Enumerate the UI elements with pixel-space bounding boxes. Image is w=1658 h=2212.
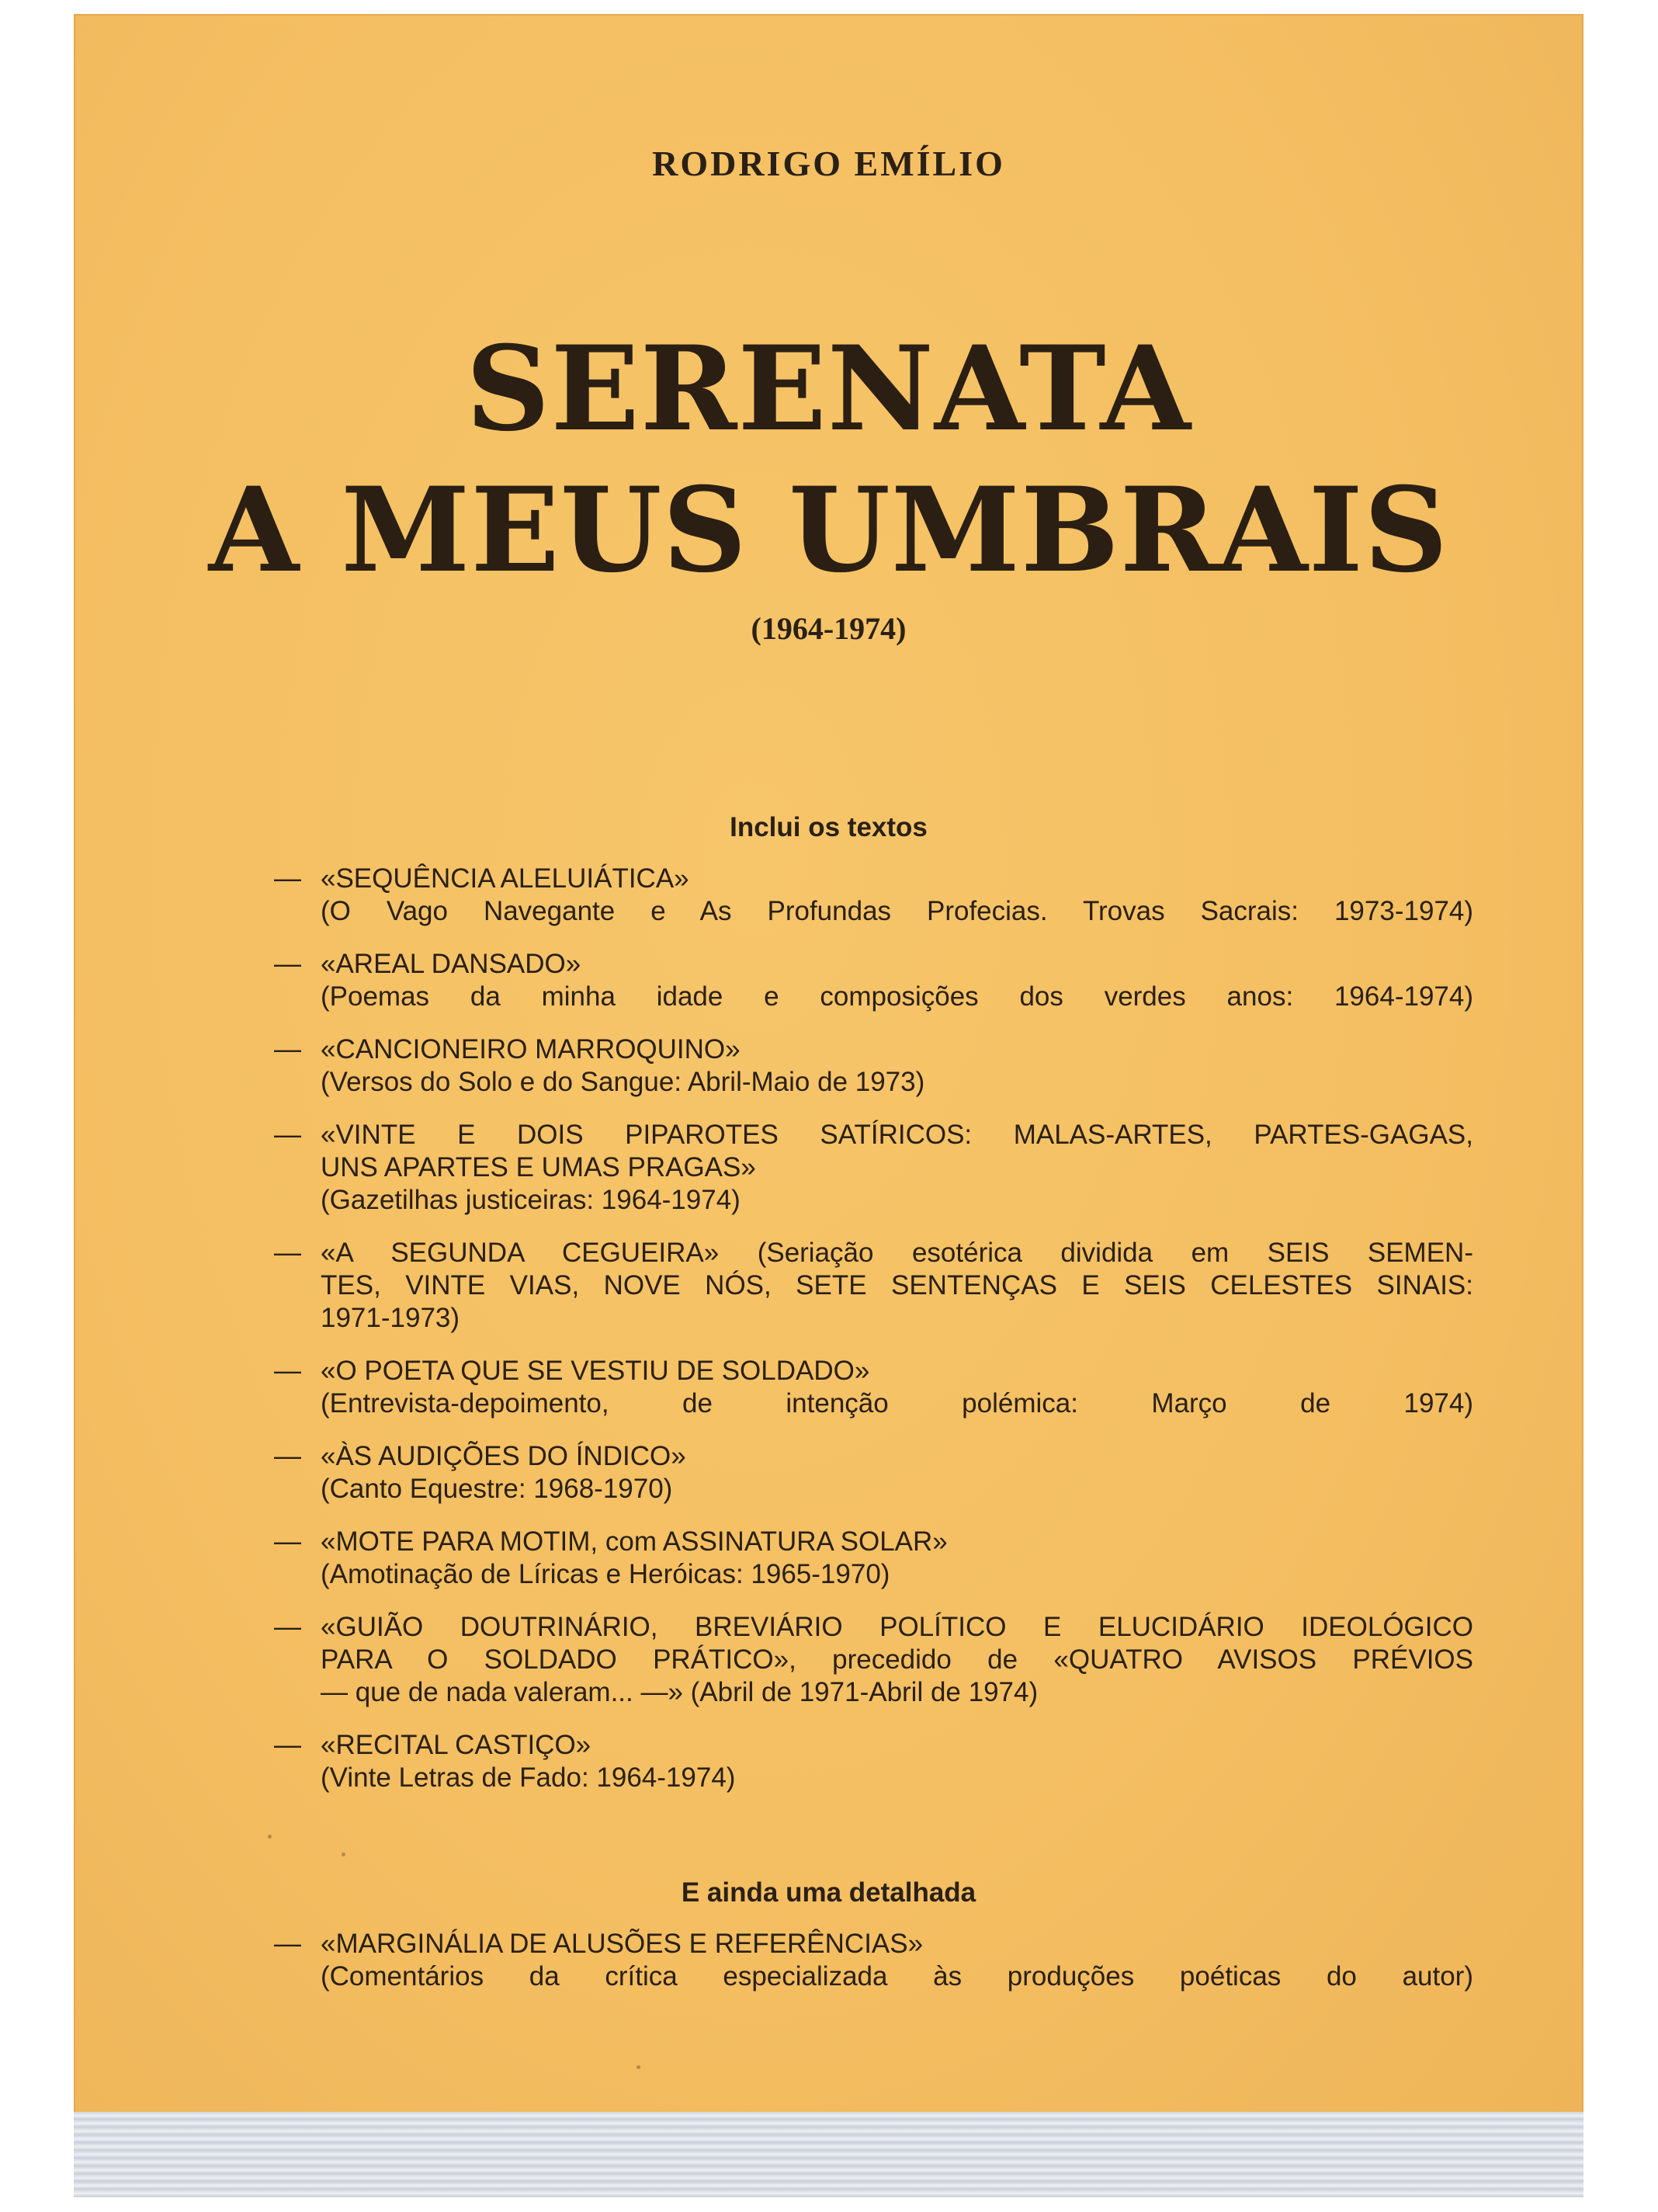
entry-dash: — xyxy=(274,1034,301,1064)
entry-subtitle: 1971-1973) xyxy=(321,1303,460,1333)
entry-subtitle: (O Vago Navegante e As Profundas Profecias. Trovas Sacrais: 1973-1974) xyxy=(321,896,1473,926)
includes-heading: Inclui os textos xyxy=(730,812,928,842)
entry-subtitle: (Comentários da crítica especializada às produções poéticas do autor) xyxy=(321,1961,1473,1991)
list-item xyxy=(274,1526,1473,1591)
entry-title: «VINTE E DOIS PIPAROTES SATÍRICOS: MALAS-ARTES, PARTES-GAGAS, xyxy=(321,1120,1473,1150)
entry-subtitle: (Gazetilhas justiceiras: 1964-1974) xyxy=(321,1185,741,1215)
entry-subtitle: (Poemas da minha idade e composições dos verdes anos: 1964-1974) xyxy=(321,981,1473,1012)
entry-title: «CANCIONEIRO MARROQUINO» xyxy=(321,1034,741,1064)
entry-title: «A SEGUNDA CEGUEIRA» (Seriação esotérica dividida em SEIS SEMEN- xyxy=(321,1238,1473,1268)
entry-dash: — xyxy=(274,863,301,894)
list-item xyxy=(274,1355,1473,1420)
entry-title-continued: PARA O SOLDADO PRÁTICO», precedido de «QUATRO AVISOS PRÉVIOS xyxy=(321,1644,1473,1675)
entry-dash: — xyxy=(274,1612,301,1642)
paper-speck xyxy=(268,1835,272,1839)
entry-title: «O POETA QUE SE VESTIU DE SOLDADO» xyxy=(321,1356,870,1386)
list-item xyxy=(274,863,1473,928)
entry-dash: — xyxy=(274,1526,301,1557)
entry-dash: — xyxy=(274,949,301,979)
list-item xyxy=(274,1611,1473,1709)
entry-title: «GUIÃO DOUTRINÁRIO, BREVIÁRIO POLÍTICO E ELUCIDÁRIO IDEOLÓGICO xyxy=(321,1612,1473,1642)
list-item xyxy=(274,1440,1473,1505)
years-range: (1964-1974) xyxy=(751,611,907,646)
entry-subtitle: (Amotinação de Líricas e Heróicas: 1965-1970) xyxy=(321,1559,890,1589)
entry-subtitle: (Vinte Letras de Fado: 1964-1974) xyxy=(321,1762,736,1793)
list-item xyxy=(274,1119,1473,1217)
entry-title: «ÀS AUDIÇÕES DO ÍNDICO» xyxy=(321,1441,686,1471)
entry-dash: — xyxy=(274,1356,301,1386)
list-item xyxy=(274,1237,1473,1335)
entry-dash: — xyxy=(274,1120,301,1150)
entry-title: «RECITAL CASTIÇO» xyxy=(321,1730,591,1760)
paper-speck xyxy=(342,1853,345,1856)
author-name: RODRIGO EMÍLIO xyxy=(652,144,1005,183)
entry-title: «AREAL DANSADO» xyxy=(321,949,581,979)
entry-subtitle: (Canto Equestre: 1968-1970) xyxy=(321,1474,673,1504)
list-item xyxy=(274,948,1473,1013)
entry-dash: — xyxy=(274,1730,301,1760)
list-item xyxy=(274,1729,1473,1794)
entry-title: «MARGINÁLIA DE ALUSÕES E REFERÊNCIAS» xyxy=(321,1929,924,1959)
list-item xyxy=(274,1928,1473,1993)
entry-subtitle: (Entrevista-depoimento, de intenção polémica: Março de 1974) xyxy=(321,1388,1473,1419)
book-cover xyxy=(74,14,1583,2126)
entry-dash: — xyxy=(274,1929,301,1959)
list-item xyxy=(274,1033,1473,1099)
entry-subtitle: — que de nada valeram... —» (Abril de 1971-Abril de 1974) xyxy=(321,1677,1039,1707)
title-line-1: SERENATA xyxy=(466,321,1191,457)
entry-title: «SEQUÊNCIA ALELUIÁTICA» xyxy=(321,863,689,894)
also-heading: E ainda uma detalhada xyxy=(681,1877,976,1908)
page-edge xyxy=(74,2112,1583,2197)
entry-title-continued: TES, VINTE VIAS, NOVE NÓS, SETE SENTENÇAS E SEIS CELESTES SINAIS: xyxy=(321,1270,1473,1300)
entry-subtitle: (Versos do Solo e do Sangue: Abril-Maio de 1973) xyxy=(321,1067,925,1097)
entry-dash: — xyxy=(274,1238,301,1268)
title-line-2: A MEUS UMBRAIS xyxy=(208,462,1449,599)
entry-title-continued: UNS APARTES E UMAS PRAGAS» xyxy=(321,1152,756,1182)
paper-speck xyxy=(636,2065,640,2069)
entry-title: «MOTE PARA MOTIM, com ASSINATURA SOLAR» xyxy=(321,1526,948,1557)
entry-dash: — xyxy=(274,1441,301,1471)
